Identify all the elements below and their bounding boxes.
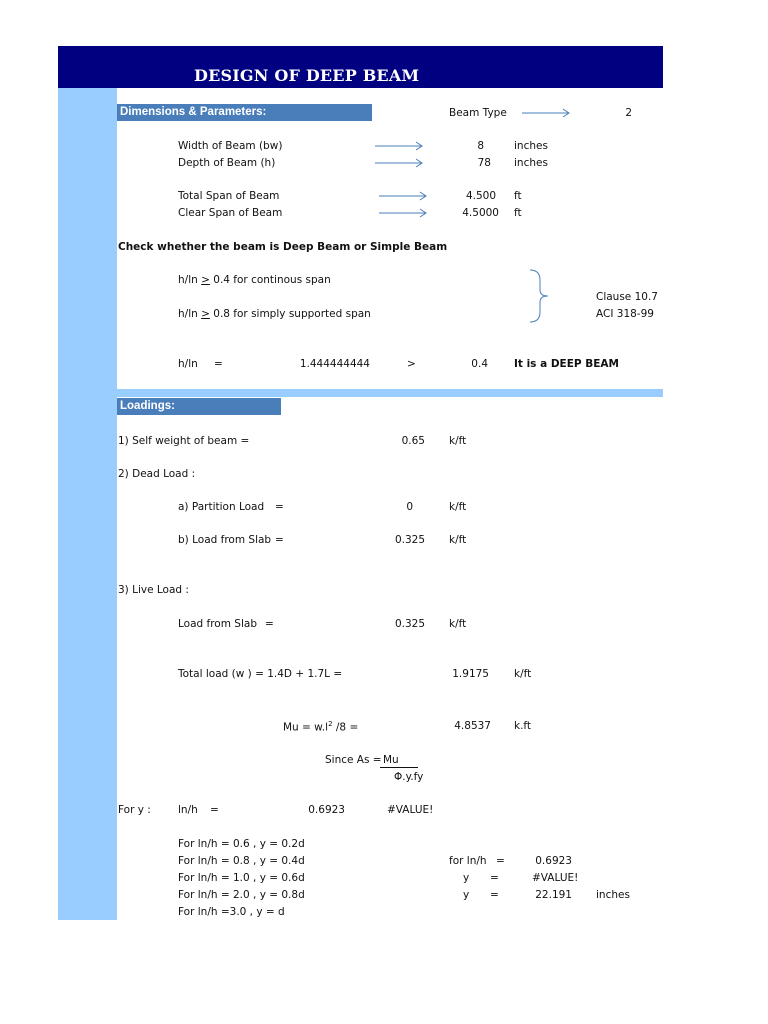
width-arrow-icon	[375, 141, 425, 151]
ln-h-error: #VALUE!	[387, 804, 434, 816]
total-span-value: 4.500	[465, 190, 496, 202]
for-y-label: For y :	[118, 804, 151, 816]
section-separator	[117, 389, 663, 397]
beam-type-label: Beam Type	[449, 107, 507, 119]
since-as-denominator: Φ.y.fy	[394, 771, 424, 783]
width-label: Width of Beam (bw)	[178, 140, 283, 152]
rule-item: For ln/h = 2.0 , y = 0.8d	[178, 889, 305, 901]
total-load-unit: k/ft	[514, 668, 532, 680]
live-slab-eq: =	[265, 618, 274, 630]
depth-value: 78	[477, 157, 491, 169]
y-eq: =	[490, 889, 499, 901]
width-unit: inches	[514, 140, 548, 152]
ratio-equals: =	[214, 358, 223, 370]
dead-load-label: 2) Dead Load :	[118, 468, 196, 480]
page-title: DESIGN OF DEEP BEAM	[194, 66, 420, 85]
slab-load-label: b) Load from Slab	[178, 534, 272, 546]
live-slab-label: Load from Slab	[178, 618, 257, 630]
clear-span-value: 4.5000	[462, 207, 499, 219]
clear-span-arrow-icon	[379, 208, 429, 218]
ratio-label: h/ln	[178, 358, 198, 370]
ratio-limit: 0.4	[471, 358, 488, 370]
ln-h-eq: =	[210, 804, 219, 816]
live-load-label: 3) Live Load :	[118, 584, 189, 596]
beam-type-arrow-icon	[522, 108, 572, 118]
y-eq: =	[490, 872, 499, 884]
left-margin-band	[58, 46, 117, 920]
since-as-numerator: Mu	[383, 754, 399, 766]
total-span-label: Total Span of Beam	[178, 190, 280, 202]
beam-type-value: 2	[625, 107, 632, 119]
fraction-line	[380, 767, 418, 768]
for-lnh-label: for ln/h	[449, 855, 487, 867]
partition-load-label: a) Partition Load	[178, 501, 265, 513]
slab-load-eq: =	[275, 534, 284, 546]
dimensions-header: Dimensions & Parameters:	[117, 104, 372, 121]
ln-h-value: 0.6923	[308, 804, 345, 816]
ratio-compare: >	[407, 358, 416, 370]
y-unit: inches	[596, 889, 630, 901]
since-as-label: Since As =	[325, 754, 382, 766]
ln-h-label: ln/h	[178, 804, 198, 816]
total-span-unit: ft	[514, 190, 522, 202]
deep-beam-result: It is a DEEP BEAM	[514, 358, 619, 370]
rule-item: For ln/h =3.0 , y = d	[178, 906, 285, 918]
slab-load-value: 0.325	[394, 534, 425, 546]
rule-item: For ln/h = 0.8 , y = 0.4d	[178, 855, 305, 867]
partition-load-unit: k/ft	[449, 501, 467, 513]
check-heading: Check whether the beam is Deep Beam or Simple Beam	[118, 241, 448, 253]
rule-item: For ln/h = 1.0 , y = 0.6d	[178, 872, 305, 884]
self-weight-label: 1) Self weight of beam =	[118, 435, 250, 447]
clear-span-label: Clear Span of Beam	[178, 207, 283, 219]
live-slab-unit: k/ft	[449, 618, 467, 630]
for-lnh-value: 0.6923	[535, 855, 572, 867]
y-label: y	[463, 872, 470, 884]
condition-simply-supported: h/ln > 0.8 for simply supported span	[178, 308, 371, 320]
for-lnh-eq: =	[496, 855, 505, 867]
total-span-arrow-icon	[379, 191, 429, 201]
loadings-header: Loadings:	[117, 398, 281, 415]
moment-value: 4.8537	[454, 720, 491, 732]
partition-load-eq: =	[275, 501, 284, 513]
ratio-value: 1.444444444	[299, 358, 370, 370]
y-value: 22.191	[535, 889, 572, 901]
depth-arrow-icon	[375, 158, 425, 168]
depth-unit: inches	[514, 157, 548, 169]
self-weight-unit: k/ft	[449, 435, 467, 447]
depth-label: Depth of Beam (h)	[178, 157, 276, 169]
clause-reference: Clause 10.7	[596, 291, 658, 303]
slab-load-unit: k/ft	[449, 534, 467, 546]
clear-span-unit: ft	[514, 207, 522, 219]
brace-icon	[528, 268, 558, 324]
code-reference: ACI 318-99	[596, 308, 654, 320]
moment-unit: k.ft	[514, 720, 532, 732]
moment-formula: $Mu = w.l^2$ /8 =	[283, 720, 359, 734]
total-load-label: Total load (w ) = 1.4D + 1.7L =	[178, 668, 343, 680]
width-value: 8	[477, 140, 484, 152]
self-weight-value: 0.65	[401, 435, 425, 447]
condition-continuous: h/ln > 0.4 for continous span	[178, 274, 331, 286]
rule-item: For ln/h = 0.6 , y = 0.2d	[178, 838, 305, 850]
y-label: y	[463, 889, 470, 901]
partition-load-value: 0	[406, 501, 413, 513]
total-load-value: 1.9175	[452, 668, 489, 680]
y-error-value: #VALUE!	[532, 872, 579, 884]
live-slab-value: 0.325	[394, 618, 425, 630]
